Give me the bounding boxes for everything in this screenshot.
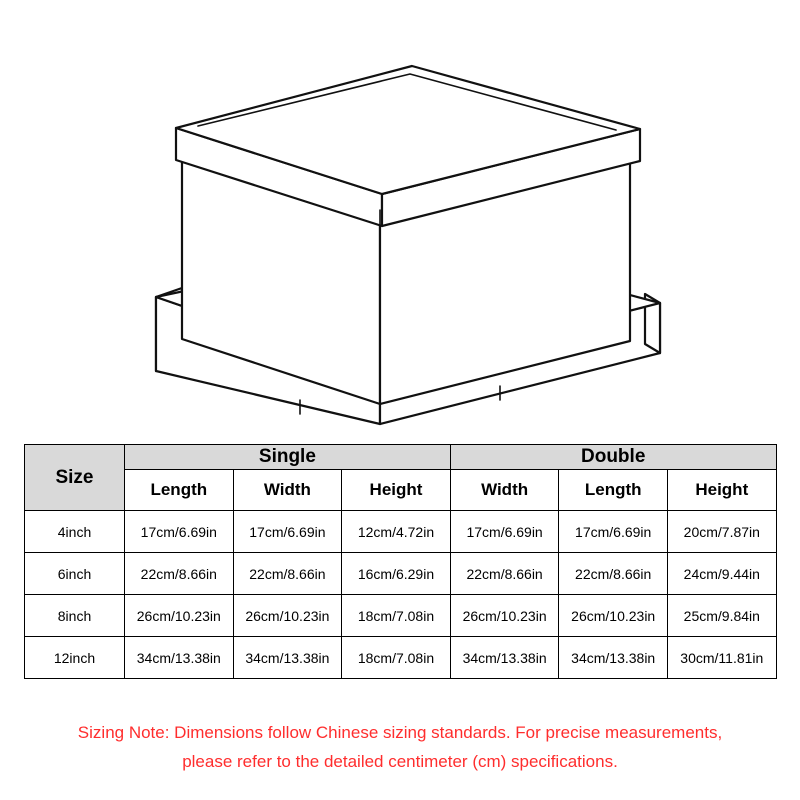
cell-value: 26cm/10.23in [233, 595, 342, 637]
header-double-width: Width [450, 470, 559, 511]
cell-value: 34cm/13.38in [125, 637, 234, 679]
cell-value: 22cm/8.66in [233, 553, 342, 595]
cell-value: 18cm/7.08in [342, 595, 451, 637]
cell-value: 30cm/11.81in [667, 637, 776, 679]
sizing-note [0, 718, 800, 776]
header-group-single: Single [125, 445, 451, 470]
size-table-container [24, 444, 776, 679]
sizing-note-line-2: please refer to the detailed centimeter (cm) specifications. [182, 752, 618, 771]
sizing-note-line-1: Sizing Note: Dimensions follow Chinese sizing standards. For precise measurements, [77, 723, 723, 742]
table-header-row-columns [25, 470, 777, 511]
header-single-height: Height [342, 470, 451, 511]
row-size-label: 4inch [25, 511, 125, 553]
cell-value: 16cm/6.29in [342, 553, 451, 595]
header-size: Size [25, 445, 125, 511]
cell-value: 17cm/6.69in [125, 511, 234, 553]
cell-value: 22cm/8.66in [125, 553, 234, 595]
table-row [25, 553, 777, 595]
cell-value: 34cm/13.38in [233, 637, 342, 679]
cell-value: 25cm/9.84in [667, 595, 776, 637]
row-size-label: 6inch [25, 553, 125, 595]
cell-value: 34cm/13.38in [450, 637, 559, 679]
cell-value: 17cm/6.69in [559, 511, 668, 553]
header-single-width: Width [233, 470, 342, 511]
header-double-length: Length [559, 470, 668, 511]
cell-value: 12cm/4.72in [342, 511, 451, 553]
cell-value: 34cm/13.38in [559, 637, 668, 679]
cell-value: 26cm/10.23in [125, 595, 234, 637]
table-header-row-groups [25, 445, 777, 470]
size-table [24, 444, 777, 679]
cell-value: 26cm/10.23in [559, 595, 668, 637]
table-row [25, 595, 777, 637]
cell-value: 24cm/9.44in [667, 553, 776, 595]
cell-value: 17cm/6.69in [233, 511, 342, 553]
table-row [25, 511, 777, 553]
row-size-label: 12inch [25, 637, 125, 679]
cell-value: 22cm/8.66in [559, 553, 668, 595]
cell-value: 26cm/10.23in [450, 595, 559, 637]
cell-value: 18cm/7.08in [342, 637, 451, 679]
header-double-height: Height [667, 470, 776, 511]
header-group-double: Double [450, 445, 776, 470]
table-row [25, 637, 777, 679]
header-single-length: Length [125, 470, 234, 511]
cell-value: 17cm/6.69in [450, 511, 559, 553]
cell-value: 20cm/7.87in [667, 511, 776, 553]
row-size-label: 8inch [25, 595, 125, 637]
cell-value: 22cm/8.66in [450, 553, 559, 595]
